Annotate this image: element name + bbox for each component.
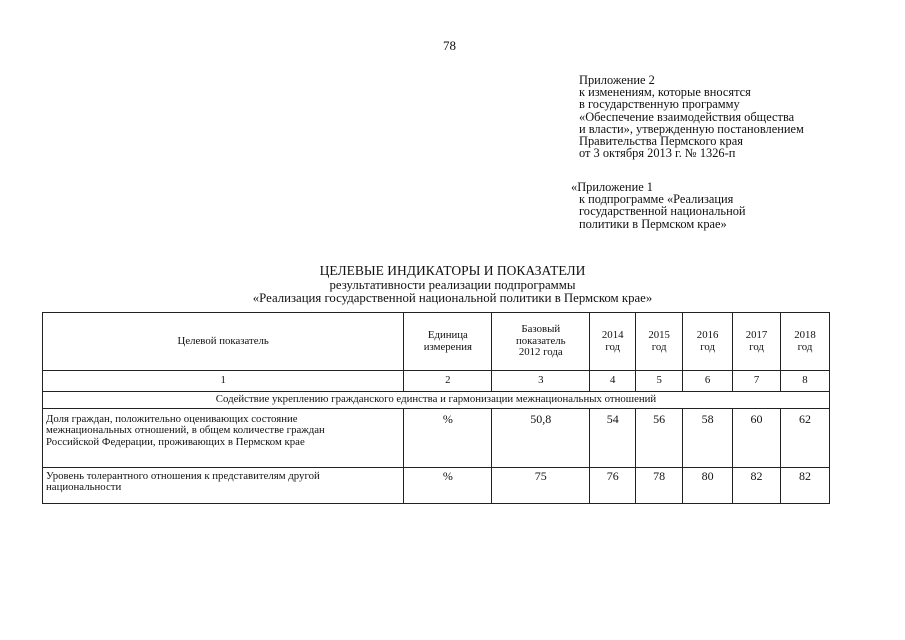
value-2017: 60 [733, 409, 781, 468]
appendix-2-note [579, 74, 804, 159]
document-subtitle: результативности реализации подпрограммы [329, 278, 576, 292]
appendix-2-line: Приложение 2 [579, 73, 655, 87]
header-unit: Единица измерения [404, 313, 492, 371]
column-number: 8 [781, 371, 830, 392]
appendix-1-line: к подпрограмме «Реализация [579, 192, 734, 207]
column-number: 4 [590, 371, 636, 392]
value-2018: 82 [781, 468, 830, 504]
appendix-2-line: «Обеспечение взаимодействия общества [579, 109, 795, 124]
unit-cell: % [404, 468, 492, 504]
appendix-2-line: от 3 октября 2013 г. № 1326-п [579, 146, 736, 161]
appendix-1-line: государственной национальной [579, 204, 746, 219]
value-2014: 54 [590, 409, 636, 468]
indicators-table [42, 312, 830, 504]
header-indicator: Целевой показатель [43, 313, 404, 371]
document-title: ЦЕЛЕВЫЕ ИНДИКАТОРЫ И ПОКАЗАТЕЛИ [319, 263, 586, 278]
table-header-row [43, 313, 830, 371]
header-2016: 2016 год [683, 313, 733, 371]
table-row [43, 409, 830, 468]
indicator-label: Уровень толерантного отношения к представителям другой национальности [43, 468, 404, 504]
value-2017: 82 [733, 468, 781, 504]
base-value-cell: 50,8 [492, 409, 590, 468]
section-title: Содействие укреплению гражданского единства и гармонизации межнациональных отношений [43, 392, 830, 409]
column-number: 7 [733, 371, 781, 392]
value-2016: 58 [683, 409, 733, 468]
column-number: 6 [683, 371, 733, 392]
page-number: 78 [443, 38, 456, 53]
column-number: 3 [492, 371, 590, 392]
column-number: 5 [636, 371, 683, 392]
subprogram-name: «Реализация государственной национальной политики в Пермском крае» [252, 291, 653, 305]
appendix-1-note [571, 181, 746, 230]
value-2016: 80 [683, 468, 733, 504]
unit-cell: % [404, 409, 492, 468]
value-2015: 78 [636, 468, 683, 504]
base-value-cell: 75 [492, 468, 590, 504]
header-2015: 2015 год [636, 313, 683, 371]
appendix-2-line: Правительства Пермского края [579, 134, 743, 149]
header-2018: 2018 год [781, 313, 830, 371]
appendix-2-line: и власти», утвержденную постановлением [579, 121, 804, 136]
column-number: 2 [404, 371, 492, 392]
column-number-row [43, 371, 830, 392]
header-base: Базовый показатель 2012 года [492, 313, 590, 371]
value-2014: 76 [590, 468, 636, 504]
table-row [43, 468, 830, 504]
value-2015: 56 [636, 409, 683, 468]
appendix-2-line: к изменениям, которые вносятся [579, 85, 751, 100]
header-2014: 2014 год [590, 313, 636, 371]
appendix-2-line: в государственную программу [579, 97, 740, 112]
appendix-1-line: «Приложение 1 [571, 180, 653, 194]
column-number: 1 [43, 371, 404, 392]
appendix-1-line: политики в Пермском крае» [579, 216, 727, 231]
header-2017: 2017 год [733, 313, 781, 371]
section-row [43, 392, 830, 409]
indicator-label: Доля граждан, положительно оценивающих состояние межнациональных отношений, в общем количестве граждан Российской Федерации, проживающих в Пермском крае [43, 409, 404, 468]
value-2018: 62 [781, 409, 830, 468]
